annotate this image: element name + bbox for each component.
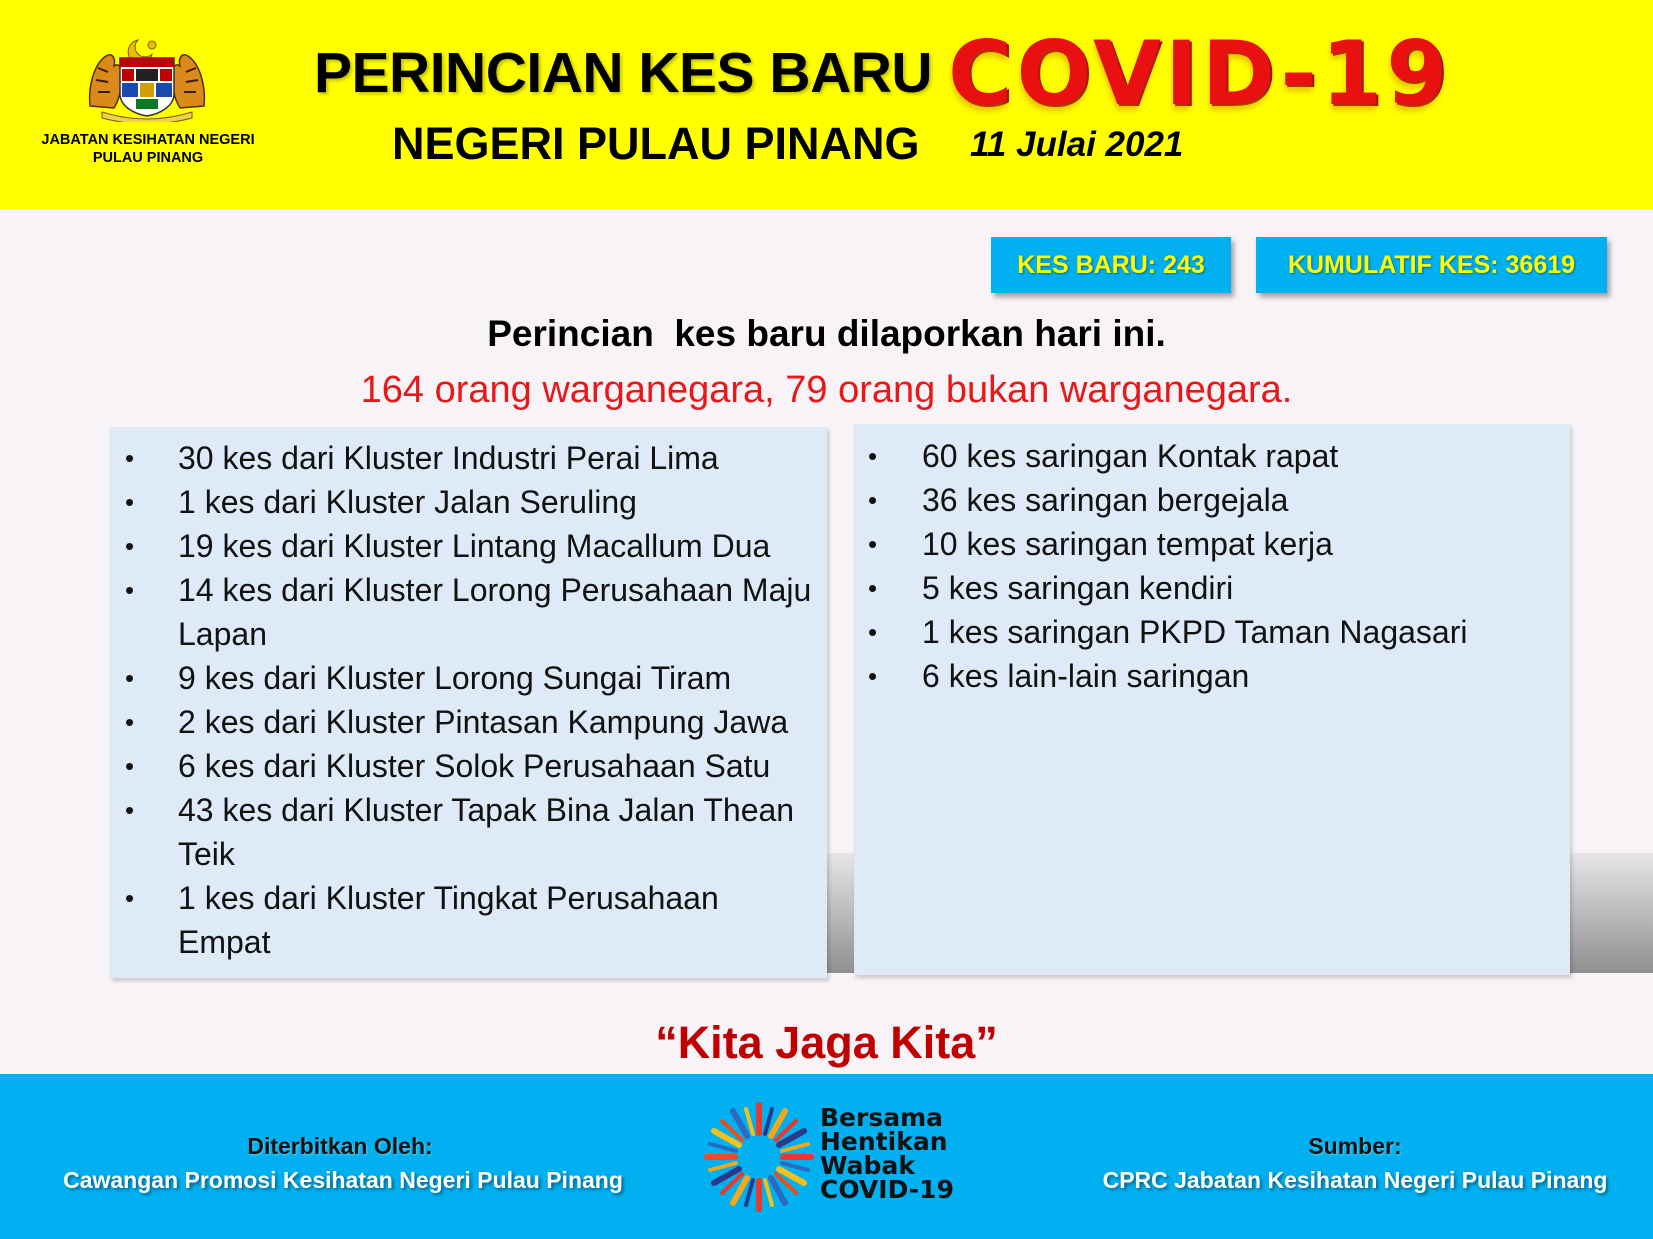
cluster-cases-panel — [110, 427, 827, 978]
bullet-icon: • — [868, 441, 878, 471]
campaign-burst-icon — [701, 1099, 817, 1215]
list-item-text: 6 kes lain-lain saringan — [922, 658, 1250, 694]
bullet-icon: • — [868, 485, 878, 515]
list-item — [854, 434, 1570, 478]
page-title: PERINCIAN KES BARU — [314, 41, 933, 105]
cluster-cases-list — [110, 427, 827, 964]
header-banner — [0, 0, 1653, 209]
new-cases-badge: KES BARU: 243 — [991, 237, 1231, 293]
screening-cases-panel — [854, 424, 1570, 975]
agency-name-line1: JABATAN KESIHATAN NEGERI — [41, 132, 255, 148]
campaign-line2: Hentikan — [820, 1127, 948, 1156]
campaign-line1: Bersama — [820, 1103, 944, 1132]
screening-cases-list — [854, 424, 1570, 698]
bullet-icon: • — [125, 707, 135, 737]
list-item-text: 14 kes dari Kluster Lorong Perusahaan Maju Lapan — [178, 572, 812, 652]
bullet-icon: • — [868, 617, 878, 647]
cumulative-cases-badge: KUMULATIF KES: 36619 — [1256, 237, 1607, 293]
state-subtitle: NEGERI PULAU PINANG — [392, 118, 920, 169]
bullet-icon: • — [125, 487, 135, 517]
list-item — [110, 788, 827, 876]
source-name: CPRC Jabatan Kesihatan Negeri Pulau Pinang — [1102, 1167, 1608, 1193]
list-item-text: 10 kes saringan tempat kerja — [922, 526, 1333, 562]
bullet-icon: • — [868, 661, 878, 691]
list-item — [854, 610, 1570, 654]
campaign-line4: COVID-19 — [820, 1175, 954, 1204]
agency-name-line2: PULAU PINANG — [92, 150, 204, 166]
bullet-icon: • — [125, 443, 135, 473]
list-item — [854, 478, 1570, 522]
list-item — [110, 480, 827, 524]
published-by-name: Cawangan Promosi Kesihatan Negeri Pulau Pinang — [63, 1167, 623, 1193]
campaign-logo-text — [820, 1103, 954, 1204]
agency-name — [18, 131, 278, 167]
citizenship-breakdown: 164 orang warganegara, 79 orang bukan warganegara. — [360, 369, 1293, 411]
coat-of-arms-icon — [86, 36, 208, 122]
list-item-text: 43 kes dari Kluster Tapak Bina Jalan Thean Teik — [178, 792, 795, 872]
list-item-text: 1 kes dari Kluster Tingkat Perusahaan Empat — [178, 880, 719, 960]
list-item-text: 30 kes dari Kluster Industri Perai Lima — [178, 440, 719, 476]
list-item — [854, 654, 1570, 698]
list-item-text: 36 kes saringan bergejala — [922, 482, 1289, 518]
list-item-text: 19 kes dari Kluster Lintang Macallum Dua — [178, 528, 771, 564]
list-item — [110, 876, 827, 964]
list-item-text: 9 kes dari Kluster Lorong Sungai Tiram — [178, 660, 732, 696]
list-item-text: 2 kes dari Kluster Pintasan Kampung Jawa — [178, 704, 789, 740]
campaign-line3: Wabak — [820, 1151, 915, 1180]
list-item — [110, 700, 827, 744]
list-item — [110, 744, 827, 788]
published-by-label: Diterbitkan Oleh: — [247, 1133, 433, 1159]
list-item — [110, 656, 827, 700]
list-item — [110, 568, 827, 656]
bullet-icon: • — [125, 663, 135, 693]
bullet-icon: • — [125, 883, 135, 913]
report-date: 11 Julai 2021 — [970, 125, 1184, 164]
list-item — [854, 522, 1570, 566]
list-item-text: 6 kes dari Kluster Solok Perusahaan Satu — [178, 748, 771, 784]
bullet-icon: • — [125, 531, 135, 561]
slogan: “Kita Jaga Kita” — [655, 1017, 998, 1068]
list-item-text: 60 kes saringan Kontak rapat — [922, 438, 1339, 474]
bullet-icon: • — [125, 751, 135, 781]
bullet-icon: • — [125, 575, 135, 605]
bullet-icon: • — [868, 573, 878, 603]
bullet-icon: • — [868, 529, 878, 559]
list-item — [110, 436, 827, 480]
list-item-text: 1 kes saringan PKPD Taman Nagasari — [922, 614, 1468, 650]
list-item — [854, 566, 1570, 610]
list-item — [110, 524, 827, 568]
covid-title: COVID-19 — [948, 22, 1452, 125]
bullet-icon: • — [125, 795, 135, 825]
source-label: Sumber: — [1308, 1133, 1402, 1159]
list-item-text: 1 kes dari Kluster Jalan Seruling — [178, 484, 637, 520]
list-item-text: 5 kes saringan kendiri — [922, 570, 1234, 606]
summary-heading: Perincian kes baru dilaporkan hari ini. — [487, 313, 1166, 354]
